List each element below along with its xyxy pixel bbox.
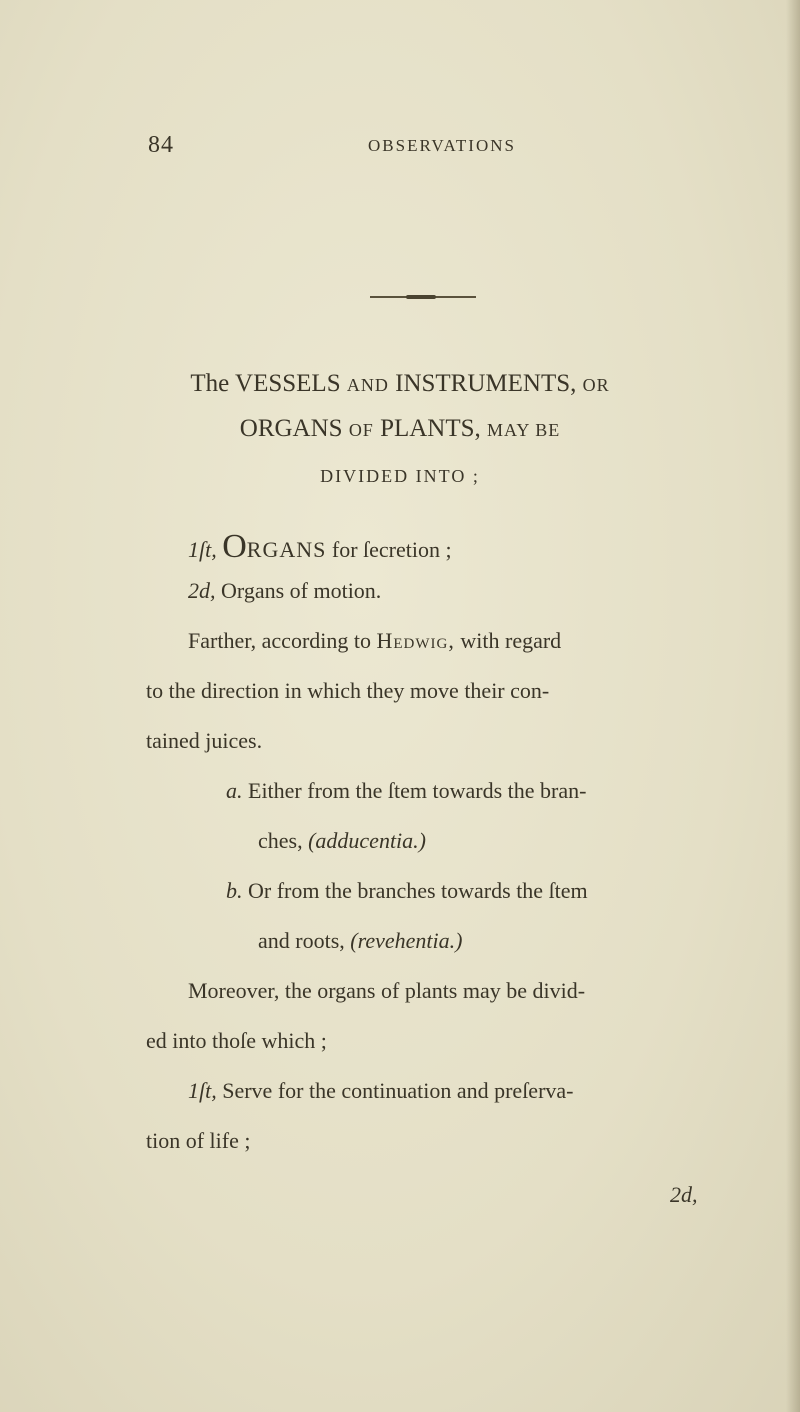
text-line: b. Or from the branches towards the ſtem	[226, 878, 588, 903]
text-line: 1ſt, Serve for the continuation and preſerva-	[188, 1078, 574, 1103]
section-title	[0, 362, 800, 496]
text-line: 2d, Organs of motion.	[188, 578, 382, 603]
text-line: Farther, according to Hedwig, with regard	[188, 628, 562, 653]
title-line-2: ORGANS OF PLANTS, MAY BE	[239, 415, 561, 442]
text-line: a. Either from the ſtem towards the bran-	[226, 778, 587, 803]
text-line: Moreover, the organs of plants may be divid-	[188, 978, 586, 1003]
page-edge-shadow	[786, 0, 800, 1412]
text-line: ches, (adducentia.)	[258, 828, 426, 853]
text-line: ed into thoſe which ;	[146, 1028, 327, 1053]
text-line: tained juices.	[146, 728, 263, 753]
ornamental-rule	[370, 296, 476, 298]
text-line: tion of life ;	[146, 1128, 251, 1153]
title-line-3: DIVIDED INTO ;	[320, 466, 480, 486]
page-header	[0, 132, 800, 172]
text-line: and roots, (revehentia.)	[258, 928, 463, 953]
text-line: to the direction in which they move their con-	[146, 678, 550, 703]
running-head: OBSERVATIONS	[368, 136, 516, 155]
text-line: 1ſt, ORGANS for ſecretion ;	[188, 528, 452, 565]
title-line-1: The VESSELS AND INSTRUMENTS, OR	[190, 370, 610, 397]
page-number: 84	[148, 132, 174, 158]
catchword: 2d,	[670, 1182, 698, 1207]
